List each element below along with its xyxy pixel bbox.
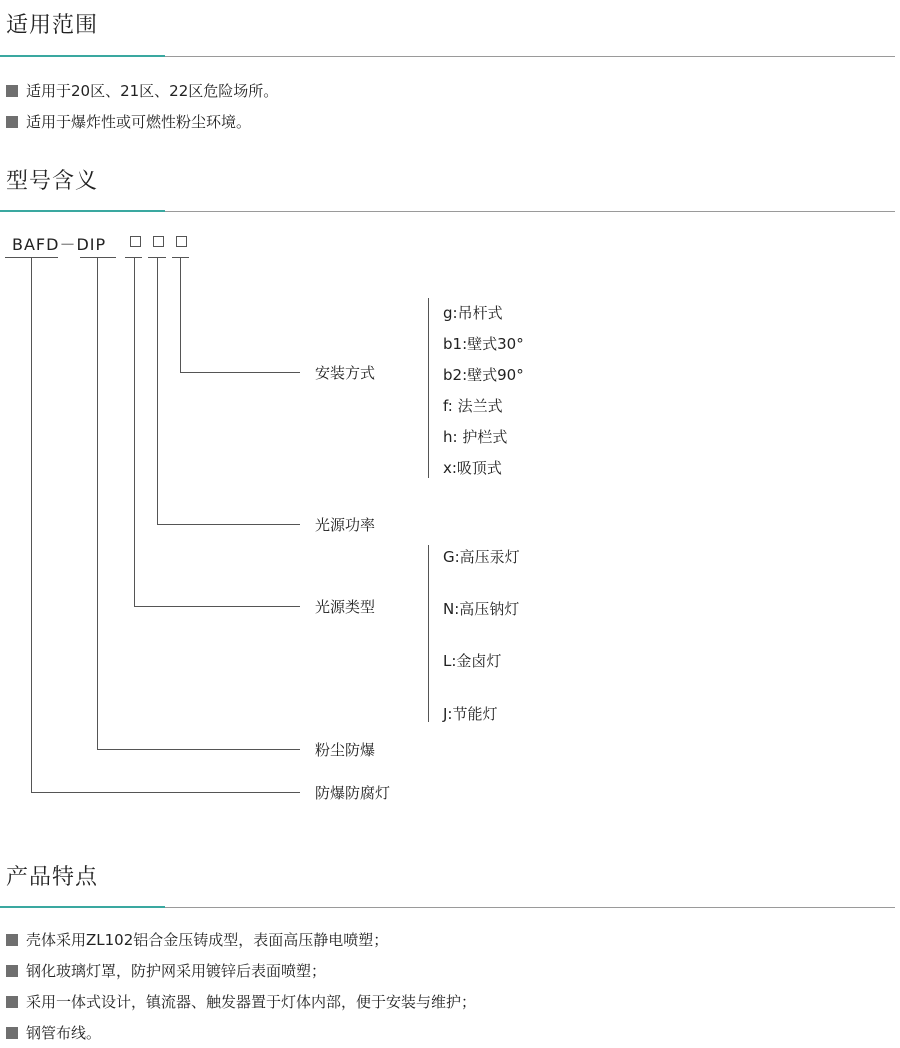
- bullet-square-icon: [6, 965, 18, 977]
- list-item: 适用于20区、21区、22区危险场所。: [6, 80, 278, 101]
- section-title-scope: 适用范围: [6, 13, 99, 38]
- list-item: 适用于爆炸性或可燃性粉尘环境。: [6, 111, 251, 132]
- label-light-power: 光源功率: [315, 516, 376, 534]
- list-item: 壳体采用ZL102铝合金压铸成型，表面高压静电喷塑；: [6, 929, 388, 950]
- install-option: x:吸顶式: [443, 459, 502, 477]
- type-option: J:节能灯: [443, 705, 498, 723]
- type-option: G:高压汞灯: [443, 548, 520, 566]
- list-item: 采用一体式设计，镇流器、触发器置于灯体内部，便于安装与维护；: [6, 991, 476, 1012]
- section-title-features: 产品特点: [6, 865, 99, 890]
- label-explosion-proof-lamp: 防爆防腐灯: [315, 784, 391, 802]
- list-item: 钢管布线。: [6, 1022, 101, 1043]
- model-code: BAFD－DIP: [12, 235, 107, 254]
- bullet-square-icon: [6, 934, 18, 946]
- label-dust-proof: 粉尘防爆: [315, 741, 376, 759]
- install-option: h: 护栏式: [443, 428, 508, 446]
- install-option: f: 法兰式: [443, 397, 503, 415]
- install-option: b1:壁式30°: [443, 335, 524, 353]
- install-option: b2:壁式90°: [443, 366, 524, 384]
- bullet-square-icon: [6, 996, 18, 1008]
- type-option: L:金卤灯: [443, 652, 502, 670]
- bullet-square-icon: [6, 1027, 18, 1039]
- type-option: N:高压钠灯: [443, 600, 520, 618]
- list-item: 钢化玻璃灯罩，防护网采用镀锌后表面喷塑；: [6, 960, 326, 981]
- section-title-model: 型号含义: [6, 169, 99, 194]
- install-option: g:吊杆式: [443, 304, 503, 322]
- label-install-method: 安装方式: [315, 364, 376, 382]
- label-light-type: 光源类型: [315, 598, 376, 616]
- section-divider-accent: [0, 906, 165, 908]
